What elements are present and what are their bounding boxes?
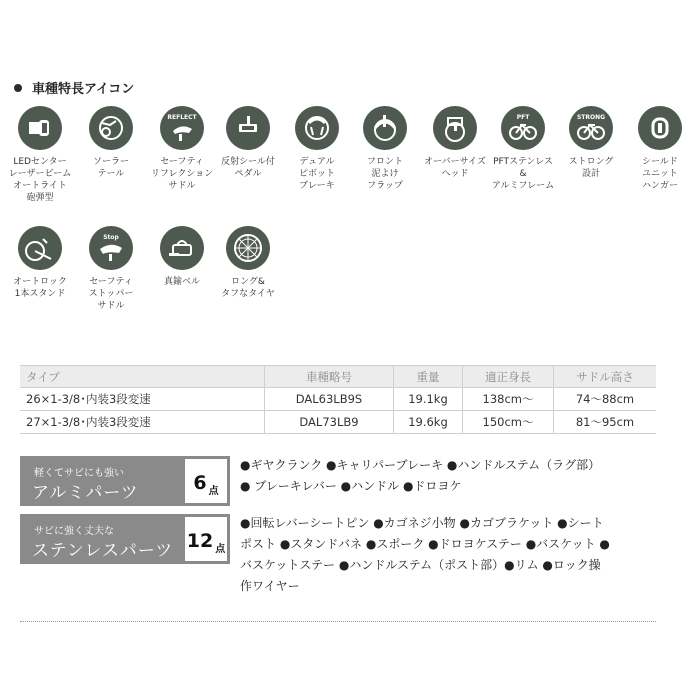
auto-lock-stand-icon	[18, 226, 62, 270]
cell-height: 138cm～	[463, 388, 554, 411]
col-header-height: 適正身長	[463, 366, 554, 388]
feature-item	[625, 106, 695, 192]
feature-item	[5, 226, 75, 300]
spec-table	[20, 365, 656, 434]
safety-stopper-saddle-icon	[89, 226, 133, 270]
cell-height: 150cm～	[463, 411, 554, 434]
feature-label: ソーラー テール	[92, 157, 129, 179]
aluminum-title: アルミパーツ	[32, 483, 139, 503]
stainless-parts-banner	[20, 514, 230, 564]
col-header-weight: 重量	[394, 366, 463, 388]
feature-label: デュアル ピボット ブレーキ	[298, 157, 335, 191]
stainless-subtitle: サビに強く丈夫な	[34, 526, 114, 537]
stainless-count-box	[185, 517, 227, 561]
aluminum-unit: 点	[208, 486, 219, 497]
stainless-count: 12	[186, 530, 214, 552]
strong-design-icon	[569, 106, 613, 150]
feature-label: オートロック 1本スタンド	[13, 277, 67, 299]
col-header-type: タイプ	[20, 366, 265, 388]
dual-pivot-brake-icon	[295, 106, 339, 150]
feature-label: フロント 泥よけ フラップ	[366, 157, 403, 191]
aluminum-count: 6	[193, 472, 207, 494]
solar-tail-icon	[89, 106, 133, 150]
feature-item	[282, 106, 352, 192]
feature-label: セーフティ ストッパー サドル	[88, 277, 134, 311]
oversize-head-icon	[433, 106, 477, 150]
feature-label: シールド ユニット ハンガー	[641, 157, 678, 191]
cell-model: DAL73LB9	[265, 411, 394, 434]
bullet-dot	[14, 84, 22, 92]
section-title-text: 車種特長アイコン	[32, 82, 135, 97]
svg-text:STRONG: STRONG	[576, 114, 606, 121]
svg-text:Stop: Stop	[103, 234, 119, 241]
cell-type: 26×1-3/8･内装3段変速	[20, 388, 265, 411]
stainless-unit: 点	[215, 544, 226, 555]
reflector-pedal-icon	[226, 106, 270, 150]
feature-item	[488, 106, 558, 192]
shield-unit-hanger-icon	[638, 106, 682, 150]
spec-table-header	[20, 366, 656, 388]
table-row	[20, 411, 656, 434]
feature-item	[147, 106, 217, 192]
led-laser-light-icon	[18, 106, 62, 150]
feature-item	[5, 106, 75, 204]
divider	[20, 621, 656, 622]
feature-item	[76, 106, 146, 180]
table-row	[20, 388, 656, 411]
front-mudflap-icon	[363, 106, 407, 150]
cell-weight: 19.1kg	[394, 388, 463, 411]
cell-model: DAL63LB9S	[265, 388, 394, 411]
cell-saddle: 81～95cm	[554, 411, 657, 434]
col-header-saddle: サドル高さ	[554, 366, 657, 388]
feature-item	[213, 106, 283, 180]
brass-bell-icon	[160, 226, 204, 270]
aluminum-subtitle: 軽くてサビにも強い	[34, 468, 124, 479]
feature-label: PFTステンレス & アルミフレーム	[491, 157, 555, 191]
aluminum-count-box	[185, 459, 227, 503]
feature-item	[350, 106, 420, 192]
feature-label: 真鍮ベル	[163, 277, 200, 287]
section-title	[14, 78, 134, 97]
feature-label: セーフティ リフレクション サドル	[150, 157, 214, 191]
aluminum-parts-banner	[20, 456, 230, 506]
svg-text:PFT: PFT	[516, 114, 530, 121]
long-tough-tire-icon	[226, 226, 270, 270]
feature-item	[76, 226, 146, 312]
feature-label: LEDセンター レーザービーム オートライト 砲弾型	[8, 157, 72, 203]
aluminum-parts-list: ●ギヤクランク ●キャリパーブレーキ ●ハンドルステム（ラグ部）● ブレーキレバー ●ハンドル ●ドロヨケ	[240, 458, 601, 493]
svg-text:REFLECT: REFLECT	[167, 114, 197, 121]
cell-weight: 19.6kg	[394, 411, 463, 434]
cell-type: 27×1-3/8･内装3段変速	[20, 411, 265, 434]
stainless-parts-list: ●回転レバーシートピン ●カゴネジ小物 ●カゴブラケット ●シートポスト ●スタンドバネ ●スポーク ●ドロヨケステー ●バスケット ●バスケットステー ●ハンドルステム（ポスト部）●リム ●ロック操作ワイヤー	[240, 516, 610, 593]
feature-label: 反射シール付 ペダル	[221, 157, 275, 179]
feature-item	[147, 226, 217, 288]
feature-item	[556, 106, 626, 180]
feature-label: ロング& タフなタイヤ	[221, 277, 275, 299]
col-header-model: 車種略号	[265, 366, 394, 388]
feature-item	[213, 226, 283, 300]
pft-stainless-icon	[501, 106, 545, 150]
stainless-title: ステンレスパーツ	[32, 541, 174, 561]
reflect-saddle-icon	[160, 106, 204, 150]
feature-label: オーバーサイズ ヘッド	[424, 157, 486, 179]
feature-item	[420, 106, 490, 180]
feature-label: ストロング 設計	[568, 157, 614, 179]
cell-saddle: 74～88cm	[554, 388, 657, 411]
